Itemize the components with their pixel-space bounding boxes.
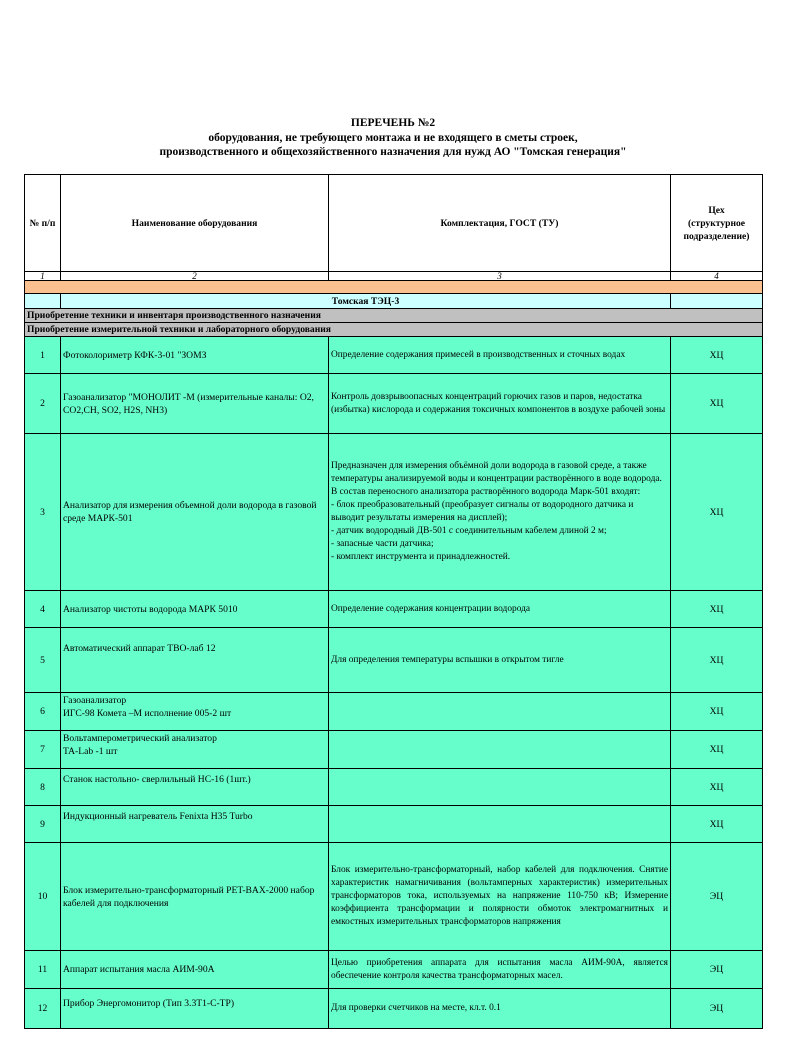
row-number: 9: [25, 806, 61, 843]
table-header-row: [25, 175, 763, 272]
table-row: [25, 806, 763, 843]
table-row: [25, 434, 763, 591]
equipment-name: Вольтамперометрический анализатор TA-Lab -1 шт: [61, 731, 329, 769]
equipment-table: [24, 174, 763, 1029]
row-number: 3: [25, 434, 61, 591]
header-department: Цех (структурное подразделение): [671, 175, 763, 272]
department: ХЦ: [671, 434, 763, 591]
table-row: [25, 989, 763, 1029]
department: ХЦ: [671, 693, 763, 731]
equipment-name: Газоанализатор "МОНОЛИТ -М (измерительные каналы: О2, СО2,СН, SO2, H2S, NH3): [61, 374, 329, 434]
department: ХЦ: [671, 337, 763, 374]
row-number: 5: [25, 628, 61, 693]
equipment-name: Блок измерительно-трансформаторный PET-BAX-2000 набор кабелей для подключения: [61, 843, 329, 951]
equipment-name: Индукционный нагреватель Fenixta H35 Turbo: [61, 806, 329, 843]
department: ЭЦ: [671, 951, 763, 989]
department: ХЦ: [671, 769, 763, 806]
row-number: 11: [25, 951, 61, 989]
column-number: 2: [61, 272, 329, 281]
specification: [329, 693, 671, 731]
department: ХЦ: [671, 628, 763, 693]
department: ХЦ: [671, 806, 763, 843]
table-row: [25, 591, 763, 628]
table-row: [25, 628, 763, 693]
specification: Блок измерительно-трансформаторный, набор кабелей для подключения. Снятие характеристик намагничивания (вольтамперных характеристик) измерительных трансформаторов тока, используемых на напряжение 110-750 кВ; Измерение коэффициента трансформации и полярности обмоток электромагнитных и емкостных измерительных трансформаторов напряжения: [329, 843, 671, 951]
column-number: 4: [671, 272, 763, 281]
equipment-name: Аппарат испытания масла АИМ-90А: [61, 951, 329, 989]
column-number: 3: [329, 272, 671, 281]
row-number: 10: [25, 843, 61, 951]
row-number: 7: [25, 731, 61, 769]
table-row: [25, 731, 763, 769]
department: ЭЦ: [671, 843, 763, 951]
equipment-name: Прибор Энергомонитор (Тип 3.3Т1-С-ТР): [61, 989, 329, 1029]
row-number: 1: [25, 337, 61, 374]
list-title: ПЕРЕЧЕНЬ №2: [350, 117, 436, 129]
department: ХЦ: [671, 731, 763, 769]
table-row: [25, 693, 763, 731]
column-numbers-row: [25, 272, 763, 281]
subgroup-title: Приобретение измерительной техники и лабораторного оборудования: [25, 323, 763, 337]
table-row: [25, 337, 763, 374]
equipment-name: Станок настольно- сверлильный НС-16 (1шт.): [61, 769, 329, 806]
column-number: 1: [25, 272, 61, 281]
equipment-name: Газоанализатор ИГС-98 Комета –М исполнение 005-2 шт: [61, 693, 329, 731]
row-number: 6: [25, 693, 61, 731]
separator-cell: [25, 281, 763, 294]
specification: Контроль довзрывоопасных концентраций горючих газов и паров, недостатка (избытка) кислорода и содержания токсичных компонентов в воздухе рабочей зоны: [329, 374, 671, 434]
section-blank: [671, 294, 763, 309]
section-row: [25, 294, 763, 309]
group-row: [25, 323, 763, 337]
table-row: [25, 769, 763, 806]
specification: [329, 806, 671, 843]
section-title: Томская ТЭЦ-3: [61, 294, 671, 309]
specification: [329, 769, 671, 806]
equipment-name: Анализатор чистоты водорода МАРК 5010: [61, 591, 329, 628]
specification: Целью приобретения аппарата для испытания масла АИМ-90А, является обеспечение контроля качества трансформаторных масел.: [329, 951, 671, 989]
specification: Определение содержания примесей в производственных и сточных водах: [329, 337, 671, 374]
equipment-name: Автоматический аппарат ТВО-лаб 12: [61, 628, 329, 693]
group-row: [25, 309, 763, 323]
specification: Для определения температуры вспышки в открытом тигле: [329, 628, 671, 693]
header-equipment-name: Наименование оборудования: [61, 175, 329, 272]
section-blank: [25, 294, 61, 309]
row-number: 12: [25, 989, 61, 1029]
specification: [329, 731, 671, 769]
group-title: Приобретение техники и инвентаря производственного назначения: [25, 309, 763, 323]
table-row: [25, 374, 763, 434]
list-subtitle-2: производственного и общехозяйственного назначения для нужд АО "Томская генерация": [159, 146, 627, 158]
department: ЭЦ: [671, 989, 763, 1029]
specification: Предназначен для измерения объёмной доли водорода в газовой среде, а также температуры анализируемой воды и концентрации растворённого в воде водорода. В состав переносного анализатора растворённого водорода Марк-501 входят: - блок преобразовательный (преобразует сигналы от водородного датчика и выводит результаты измерения на дисплей); - датчик водородный ДВ-501 с соединительным кабелем длиной 2 м; - запасные части датчика; - комплект инструмента и принадлежностей.: [329, 434, 671, 591]
specification: Для проверки счетчиков на месте, кл.т. 0.1: [329, 989, 671, 1029]
row-number: 4: [25, 591, 61, 628]
table-row: [25, 951, 763, 989]
specification: Определение содержания концентрации водорода: [329, 591, 671, 628]
row-number: 2: [25, 374, 61, 434]
separator-row: [25, 281, 763, 294]
list-subtitle-1: оборудования, не требующего монтажа и не входящего в сметы строек,: [208, 132, 578, 144]
equipment-name: Анализатор для измерения объемной доли водорода в газовой среде МАРК-501: [61, 434, 329, 591]
header-specification: Комплектация, ГОСТ (ТУ): [329, 175, 671, 272]
header-number: № п/п: [25, 175, 61, 272]
department: ХЦ: [671, 374, 763, 434]
table-row: [25, 843, 763, 951]
department: ХЦ: [671, 591, 763, 628]
equipment-name: Фотоколориметр КФК-3-01 "ЗОМЗ: [61, 337, 329, 374]
row-number: 8: [25, 769, 61, 806]
